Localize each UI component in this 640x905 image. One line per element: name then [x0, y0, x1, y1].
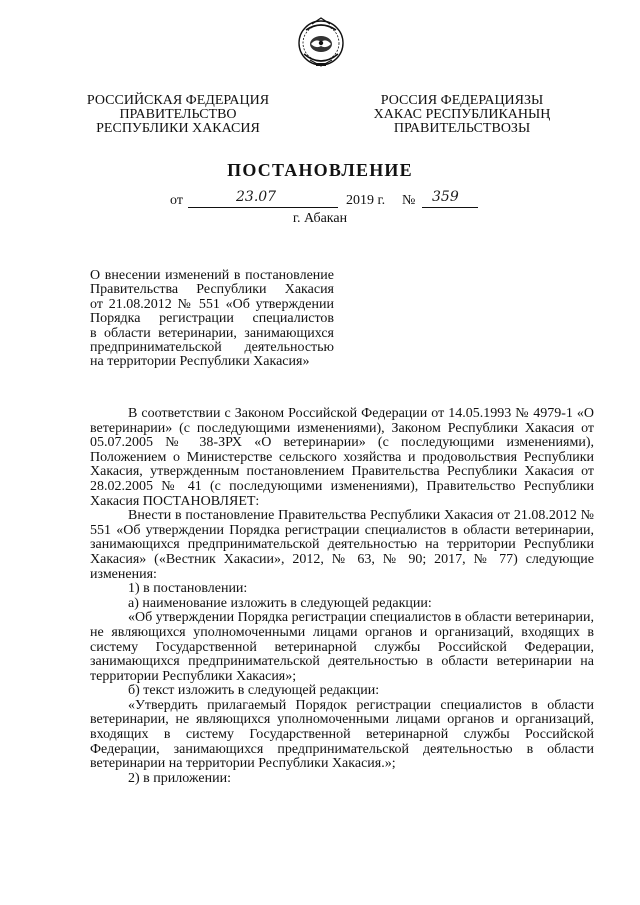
header-left-line: РОССИЙСКАЯ ФЕДЕРАЦИЯ — [86, 93, 270, 108]
body-paragraph: 1) в постановлении: — [128, 581, 248, 597]
subject-line: Правительства Республики Хакасия — [90, 282, 334, 298]
date-number-line — [170, 189, 500, 213]
body-paragraph: а) наименование изложить в следующей редакции: — [128, 595, 432, 611]
body-paragraph: «Утвердить прилагаемый Порядок регистрации специалистов в области ветеринарии, не являющихся уполномоченными лицами органов и организаций, входящих в систему Государственной ветеринарной службы Российской Федерации, занимающихся предпринимательской деятельностью в области ветеринарии на территории Республики Хакасия.»; — [90, 697, 594, 772]
subject-line: предпринимательской деятельностью — [90, 340, 334, 356]
coat-of-arms-emblem — [296, 16, 346, 72]
body-paragraph: 2) в приложении: — [128, 770, 231, 786]
number-handwritten: 359 — [432, 189, 459, 205]
subject-line: на территории Республики Хакасия» — [90, 354, 310, 370]
document-body — [90, 407, 594, 786]
body-paragraph: «Об утверждении Порядка регистрации специалистов в области ветеринарии, не являющихся уполномоченными лицами органов и организаций, входящих в систему Государственной ветеринарной службы Российской Федерации, занимающихся предпринимательской деятельностью в области ветеринарии на территории Республики Хакасия»; — [90, 610, 594, 684]
header-russian — [58, 94, 298, 136]
header-left-line: ПРАВИТЕЛЬСТВО — [119, 107, 237, 122]
year-label: 2019 г. — [346, 193, 386, 208]
city-label: г. Абакан — [292, 211, 348, 226]
header-right-line: ХАКАС РЕСПУБЛИКАНЫҢ — [373, 107, 551, 122]
document-title: ПОСТАНОВЛЕНИЕ — [227, 160, 413, 180]
subject-block — [90, 269, 334, 370]
body-paragraph: б) текст изложить в следующей редакции: — [128, 683, 380, 699]
header-left-line: РЕСПУБЛИКИ ХАКАСИЯ — [96, 121, 260, 136]
from-label: от — [170, 193, 183, 208]
subject-line: Порядка регистрации специалистов — [90, 311, 334, 327]
body-paragraph: В соответствии с Законом Российской Федерации от 14.05.1993 № 4979-1 «О ветеринарии» (с последующими изменениями), Законом Республики Хакасия от 05.07.2005 № 38-ЗРХ «О ветеринарии» (с последующими изменениями), Положением о Министерстве сельского хозяйства и продовольствия Республики Хакасия, утвержденным постановлением Правительства Республики Хакасия от 28.02.2005 № 41 (с последующими изменениями), Правительство Республики Хакасия ПОСТАНОВЛЯЕТ: — [90, 406, 594, 509]
number-label: № — [402, 193, 416, 208]
subject-line: в области ветеринарии, занимающихся — [90, 325, 334, 341]
body-paragraph: Внести в постановление Правительства Республики Хакасия от 21.08.2012 № 551 «Об утверждении Порядка регистрации специалистов в области ветеринарии, занимающихся предпринимательской деятельностью на территории Республики Хакасия» («Вестник Хакасии», 2012, № 63, № 90; 2017, № 77) следующие изменения: — [90, 508, 594, 582]
header-right-line: ПРАВИТЕЛЬСТВОЗЫ — [393, 121, 531, 136]
subject-line: О внесении изменений в постановление — [90, 268, 334, 283]
header-right-line: РОССИЯ ФЕДЕРАЦИЯЗЫ — [380, 93, 544, 108]
date-handwritten: 23.07 — [236, 189, 277, 205]
subject-line: от 21.08.2012 № 551 «Об утверждении — [90, 296, 334, 312]
header-khakas — [342, 94, 582, 136]
